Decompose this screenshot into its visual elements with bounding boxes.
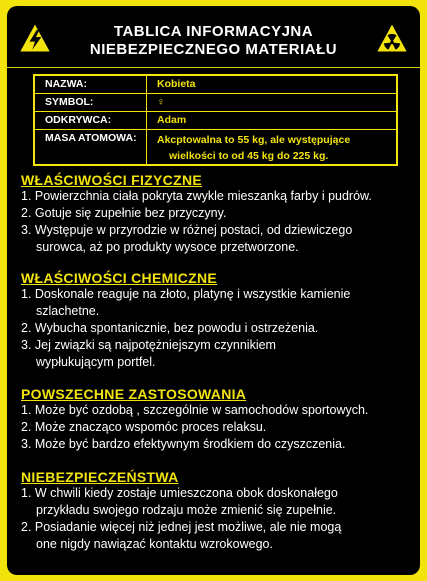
physical-properties-title: WŁAŚCIWOŚCI FIZYCZNE: [21, 172, 202, 188]
list-item: 2. Posiadanie więcej niż jednej jest możliwe, ale nie mogą one nigdy nawiązać kontaktu wzrokowego.: [21, 520, 342, 551]
discoverer-label: ODKRYWCA:: [35, 112, 147, 129]
chemical-properties-title: WŁAŚCIWOŚCI CHEMICZNE: [21, 270, 218, 286]
list-item: 3. Może być bardzo efektywnym środkiem do czyszczenia.: [21, 437, 346, 451]
list-item: 1. Powierzchnia ciała pokryta zwykle mieszanką farby i pudrów.: [21, 189, 372, 203]
list-item: 3. Jej związki są najpotężniejszym czynnikiem wypłukującym portfel.: [21, 338, 276, 369]
sign-panel: [7, 6, 420, 575]
mass-value: [147, 130, 396, 164]
mass-value-line-2: wielkości to od 45 kg do 225 kg.: [169, 150, 329, 162]
sign-header: [7, 6, 420, 68]
common-uses-section: [21, 386, 410, 453]
list-item: 1. W chwili kiedy zostaje umieszczona obok doskonałego przykładu swojego rodzaju może zmienić się zupełnie.: [21, 486, 338, 517]
list-item: 2. Wybucha spontanicznie, bez powodu i ostrzeżenia.: [21, 321, 319, 335]
name-value: Kobieta: [157, 78, 196, 90]
discoverer-value: Adam: [157, 114, 187, 126]
identity-table: [33, 74, 398, 166]
header-divider: [7, 67, 420, 68]
title-line-2: NIEBEZPIECZNEGO MATERIAŁU: [89, 41, 338, 58]
list-item: 2. Gotuje się zupełnie bez przyczyny.: [21, 206, 227, 220]
dangers-title: NIEBEZPIECZEŃSTWA: [21, 469, 179, 485]
list-item: 1. Doskonale reaguje na złoto, platynę i wszystkie kamienie szlachetne.: [21, 287, 351, 318]
chemical-properties-section: [21, 270, 410, 371]
dangers-section: [21, 469, 410, 553]
list-item: 3. Występuje w przyrodzie w różnej postaci, od dziewiczego surowca, aż po produkty wysoce przetworzone.: [21, 223, 353, 254]
symbol-label: SYMBOL:: [35, 94, 147, 111]
list-item: 1. Może być ozdobą , szczególnie w samochodów sportowych.: [21, 403, 369, 417]
mass-value-line-1: Akcptowalna to 55 kg, ale występujące: [157, 134, 351, 146]
discoverer-row: [35, 112, 396, 130]
name-row: [35, 76, 396, 94]
physical-properties-section: [21, 172, 410, 256]
title-line-1: TABLICA INFORMACYJNA: [113, 23, 314, 40]
common-uses-title: POWSZECHNE ZASTOSOWANIA: [21, 386, 247, 402]
mass-label: MASA ATOMOWA:: [35, 130, 147, 164]
symbol-value: ♀: [157, 96, 165, 108]
symbol-row: [35, 94, 396, 112]
list-item: 2. Może znacząco wspomóc proces relaksu.: [21, 420, 267, 434]
name-label: NAZWA:: [35, 76, 147, 93]
mass-row: [35, 130, 396, 164]
